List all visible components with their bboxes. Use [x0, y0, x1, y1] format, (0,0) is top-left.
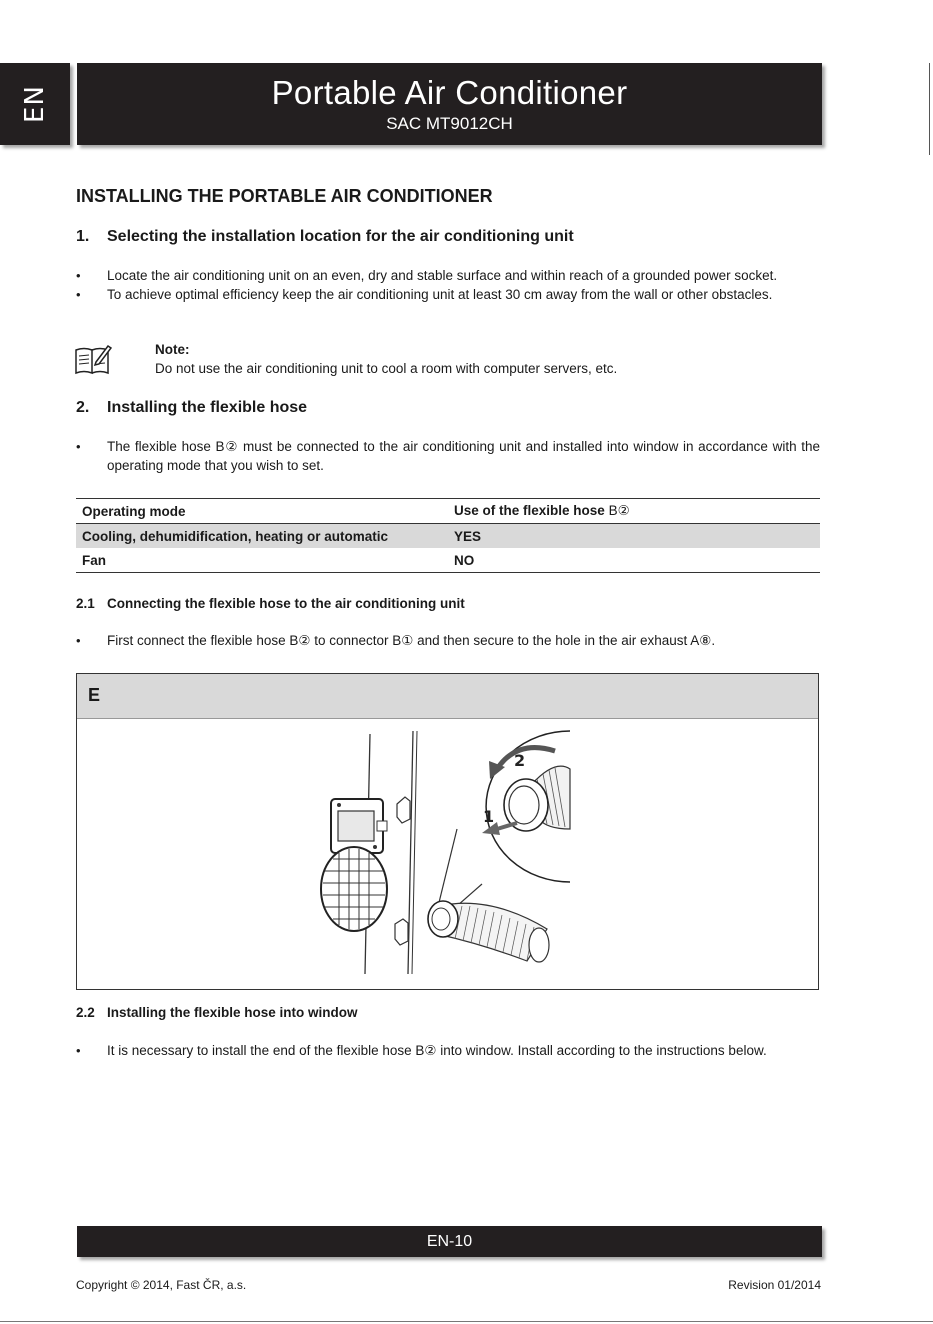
book-pencil-icon — [74, 342, 112, 376]
table-header-text: Use of the flexible hose — [454, 503, 605, 518]
section-2-2-heading — [76, 1005, 358, 1020]
operating-mode-table — [76, 498, 820, 573]
list-item: • Locate the air conditioning unit on an even, dry and stable surface and within reach of a grounded power socket. — [76, 267, 820, 286]
list-item: • It is necessary to install the end of the flexible hose B② into window. Install according to the instructions below. — [76, 1042, 820, 1061]
table-row — [76, 524, 820, 549]
step-label-2: 2 — [514, 751, 526, 770]
table-cell: NO — [448, 548, 820, 573]
section-2-1-bullets — [76, 632, 820, 651]
table-cell: Cooling, dehumidification, heating or automatic — [76, 524, 448, 549]
section-title: Selecting the installation location for the air conditioning unit — [107, 228, 574, 245]
margin-rule — [929, 63, 930, 155]
note-label: Note: — [155, 342, 190, 357]
table-row — [76, 548, 820, 573]
figure-e — [76, 673, 819, 990]
bottom-rule — [0, 1321, 933, 1322]
section-number: 2.2 — [76, 1005, 95, 1020]
document-title: Portable Air Conditioner — [271, 74, 628, 111]
hose-connection-illustration — [77, 719, 818, 989]
language-tab — [0, 63, 70, 145]
section-2-heading — [76, 399, 307, 417]
page-number: EN-10 — [426, 1233, 473, 1250]
revision-text: Revision 01/2014 — [728, 1278, 821, 1292]
section-1-heading — [76, 228, 574, 246]
section-2-1-heading — [76, 596, 465, 611]
section-number: 2.1 — [76, 596, 95, 611]
note-text: Do not use the air conditioning unit to cool a room with computer servers, etc. — [155, 361, 618, 376]
list-item: • First connect the flexible hose B② to connector B① and then secure to the hole in the air exhaust A⑧. — [76, 632, 820, 651]
language-label: EN — [19, 85, 50, 123]
section-title: Connecting the flexible hose to the air conditioning unit — [107, 596, 465, 611]
part-reference: B② — [608, 503, 630, 518]
connector-plate — [331, 799, 387, 853]
section-number: 2. — [76, 399, 90, 416]
flexible-hose — [428, 901, 549, 962]
table-header-cell — [448, 499, 820, 524]
list-item: • To achieve optimal efficiency keep the air conditioning unit at least 30 cm away from the wall or other obstacles. — [76, 286, 820, 305]
header-bar — [77, 63, 822, 145]
table-cell: Fan — [76, 548, 448, 573]
section-2-bullets — [76, 438, 820, 475]
step-label-1: 1 — [483, 807, 495, 826]
air-exhaust-grille — [321, 847, 387, 931]
section-2-2-bullets — [76, 1042, 820, 1061]
table-header-cell: Operating mode — [76, 499, 448, 524]
figure-label: E — [88, 685, 101, 705]
table-cell: YES — [448, 524, 820, 549]
list-item: • The flexible hose B② must be connected to the air conditioning unit and installed into window in accordance with the operating mode that you wish to set. — [76, 438, 820, 475]
section-number: 1. — [76, 228, 90, 245]
model-number: SAC MT9012CH — [386, 114, 513, 133]
main-heading: INSTALLING THE PORTABLE AIR CONDITIONER — [76, 186, 493, 206]
section-title: Installing the flexible hose into window — [107, 1005, 358, 1020]
copyright-text: Copyright © 2014, Fast ČR, a.s. — [76, 1278, 247, 1292]
section-1-bullets — [76, 267, 820, 304]
section-title: Installing the flexible hose — [107, 399, 308, 416]
figure-header — [77, 674, 818, 719]
footer-bar — [77, 1226, 822, 1257]
table-header-row — [76, 499, 820, 524]
